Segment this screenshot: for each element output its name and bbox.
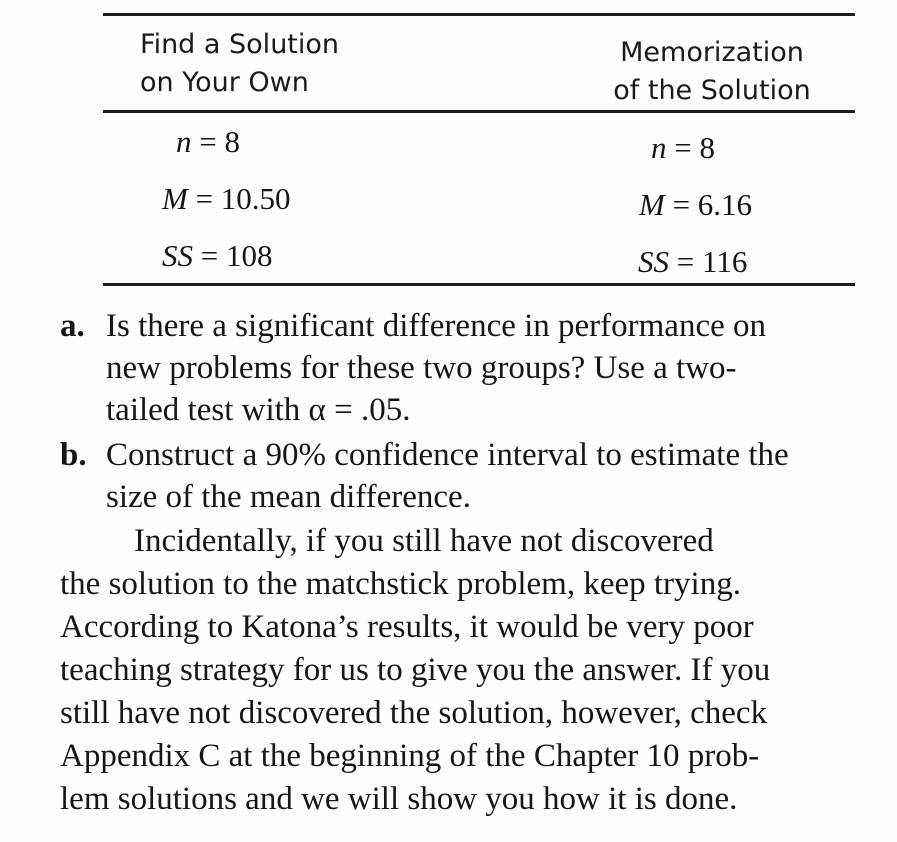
stat-n-own [176, 124, 240, 160]
paragraph-line: According to Katona’s results, it would be very poor [60, 609, 754, 645]
stat-value: = 8 [674, 130, 715, 165]
stat-value: = 6.16 [672, 187, 753, 222]
column-header-line: on Your Own [140, 67, 309, 98]
table-bottom-rule [103, 283, 855, 286]
column-header-own-solution [140, 26, 339, 102]
stat-symbol: n [176, 124, 192, 159]
column-header-memorization [598, 34, 826, 110]
question-line: Is there a significant difference in performance on [106, 308, 766, 344]
stat-symbol: M [639, 187, 665, 222]
stat-symbol: M [162, 181, 188, 216]
paragraph-line: still have not discovered the solution, however, check [60, 695, 768, 731]
stat-symbol: SS [638, 244, 669, 279]
paragraph-line: Incidentally, if you still have not discovered [134, 523, 714, 559]
stat-value: = 8 [199, 124, 240, 159]
stat-mean-memorization [639, 187, 752, 223]
stat-value: = 108 [200, 238, 273, 273]
table-top-rule [103, 13, 855, 16]
stat-n-memorization [651, 130, 715, 166]
question-line: new problems for these two groups? Use a two- [106, 350, 737, 386]
paragraph-line: teaching strategy for us to give you the answer. If you [60, 652, 771, 688]
column-header-line: Memorization [620, 37, 804, 68]
question-line: Construct a 90% confidence interval to estimate the [106, 437, 789, 473]
question-letter: a. [60, 308, 85, 344]
stat-ss-memorization [638, 244, 747, 280]
paragraph-line: the solution to the matchstick problem, keep trying. [60, 566, 741, 602]
table-header-rule [103, 110, 855, 113]
stat-value: = 10.50 [195, 181, 291, 216]
stat-ss-own [162, 238, 272, 274]
paragraph-line: Appendix C at the beginning of the Chapter 10 prob- [60, 738, 760, 774]
paragraph-line: lem solutions and we will show you how it is done. [60, 781, 738, 817]
column-header-line: Find a Solution [140, 29, 340, 60]
stat-symbol: SS [162, 238, 193, 273]
stat-mean-own [162, 181, 291, 217]
column-header-line: of the Solution [613, 75, 811, 106]
question-line: tailed test with α = .05. [106, 392, 411, 428]
stat-symbol: n [651, 130, 667, 165]
question-line: size of the mean difference. [106, 479, 471, 515]
question-letter: b. [60, 437, 87, 473]
stat-value: = 116 [676, 244, 748, 279]
